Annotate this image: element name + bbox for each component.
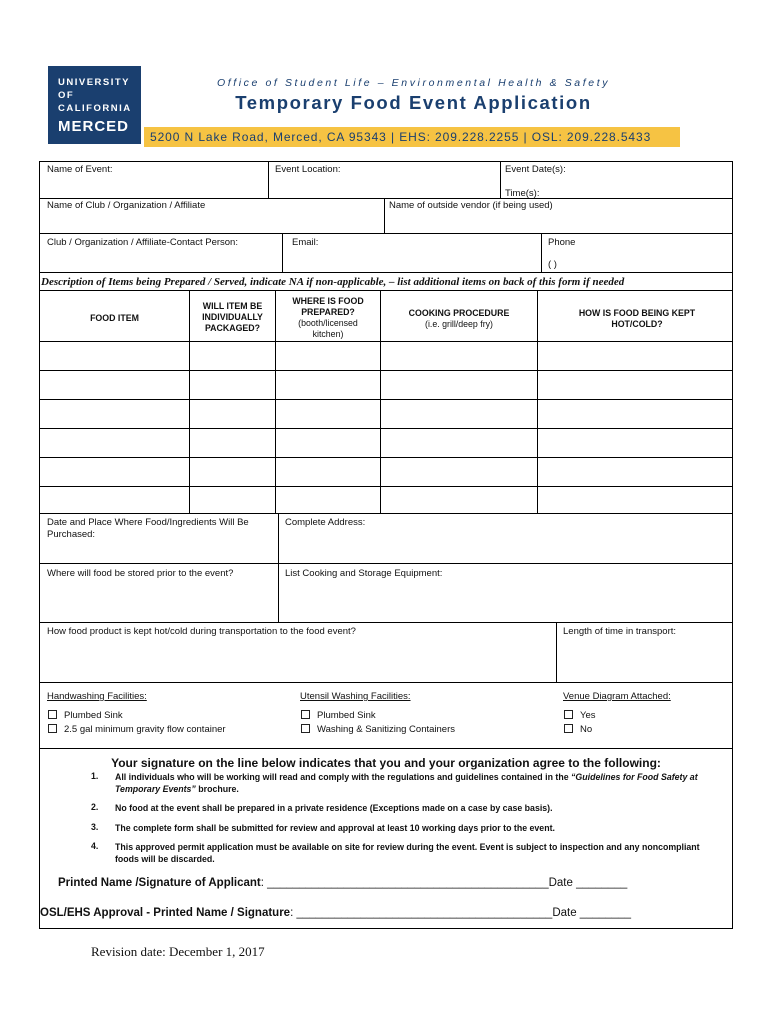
- transport-method-field[interactable]: How food product is kept hot/cold during transportation to the food event?: [47, 626, 356, 637]
- col-where-prepared: [286, 296, 370, 340]
- divider: [39, 272, 733, 273]
- brochure-title: “Guidelines for Food Safety at Temporary Events”: [115, 772, 698, 794]
- divider: [268, 161, 269, 198]
- col-cooking-procedure: [381, 308, 537, 330]
- divider: [39, 198, 733, 199]
- handwashing-label: Handwashing Facilities:: [47, 691, 147, 702]
- applicant-signature-line[interactable]: [58, 877, 627, 889]
- checkbox-box: [301, 724, 310, 733]
- rule-number: 1.: [91, 771, 99, 781]
- venue-diagram-yes-checkbox[interactable]: [564, 710, 596, 721]
- signature-date: Date ________: [548, 877, 628, 889]
- checkbox-box: [48, 724, 57, 733]
- signature-underline: : ________________________________________: [290, 907, 553, 919]
- revision-date: Revision date: December 1, 2017: [91, 944, 265, 959]
- phone-area-code: ( ): [548, 259, 557, 270]
- table-row-line: [39, 370, 733, 371]
- approval-signature-line[interactable]: [40, 907, 631, 919]
- table-row-line: [39, 513, 733, 514]
- table-row-line: [39, 457, 733, 458]
- table-col-line: [537, 290, 538, 513]
- checkbox-label: Plumbed Sink: [64, 710, 123, 721]
- rule-1-text: [115, 771, 715, 795]
- rule-2-text: No food at the event shall be prepared in a private residence (Exceptions made on a case by case basis).: [115, 803, 553, 813]
- purchase-date-place-field[interactable]: Date and Place Where Food/Ingredients Will Be Purchased:: [47, 517, 249, 540]
- rule-number: 2.: [91, 802, 99, 812]
- handwashing-plumbed-sink-checkbox[interactable]: [48, 710, 123, 721]
- uc-merced-logo: [48, 66, 141, 144]
- rule-text: brochure.: [195, 784, 239, 794]
- signature-underline: : ____________________________________________: [260, 877, 549, 889]
- divider: [500, 161, 501, 198]
- club-name-field[interactable]: Name of Club / Organization / Affiliate: [47, 200, 206, 211]
- utensil-plumbed-sink-checkbox[interactable]: [301, 710, 376, 721]
- divider: [541, 233, 542, 272]
- divider: [39, 622, 733, 623]
- divider: [556, 622, 557, 682]
- rule-4-text: This approved permit application must be available on site for review during the event. Event is subject to inspection and any noncompliant foods will be discarded.: [115, 842, 700, 864]
- table-row-line: [39, 399, 733, 400]
- handwashing-gravity-container-checkbox[interactable]: [48, 724, 226, 735]
- divider: [39, 563, 733, 564]
- equipment-list-field[interactable]: List Cooking and Storage Equipment:: [285, 568, 443, 579]
- checkbox-label: 2.5 gal minimum gravity flow container: [64, 724, 226, 735]
- page-title: Temporary Food Event Application: [235, 92, 592, 113]
- col-where-prepared-note: (booth/licensed kitchen): [298, 318, 358, 339]
- divider: [278, 513, 279, 622]
- phone-field[interactable]: Phone: [548, 237, 576, 248]
- storage-location-field[interactable]: Where will food be stored prior to the event?: [47, 568, 234, 579]
- agreement-title: Your signature on the line below indicates that you and your organization agree to the following:: [111, 756, 661, 770]
- checkbox-label: Yes: [580, 710, 596, 721]
- event-name-field[interactable]: Name of Event:: [47, 164, 113, 175]
- email-field[interactable]: Email:: [292, 237, 319, 248]
- col-individually-packaged: WILL ITEM BE INDIVIDUALLY PACKAGED?: [202, 301, 263, 333]
- logo-line-university: UNIVERSITY: [58, 77, 131, 88]
- col-hot-cold: HOW IS FOOD BEING KEPT HOT/COLD?: [578, 308, 696, 329]
- logo-line-of: OF: [58, 90, 75, 101]
- divider: [39, 233, 733, 234]
- signature-label: Printed Name /Signature of Applicant: [58, 877, 261, 889]
- complete-address-field[interactable]: Complete Address:: [285, 517, 366, 528]
- col-food-item: FOOD ITEM: [90, 313, 139, 323]
- checkbox-box: [301, 710, 310, 719]
- rule-3-text: The complete form shall be submitted for review and approval at least 10 working days prior to the event.: [115, 823, 555, 833]
- rule-number: 3.: [91, 822, 99, 832]
- vendor-name-field[interactable]: Name of outside vendor (if being used): [389, 200, 553, 211]
- items-description-heading: Description of Items being Prepared / Served, indicate NA if non-applicable, – list additional items on back of this form if needed: [41, 276, 625, 288]
- col-cooking-procedure-title: COOKING PROCEDURE: [408, 308, 510, 318]
- checkbox-box: [48, 710, 57, 719]
- logo-line-merced: MERCED: [58, 118, 130, 135]
- signature-label: OSL/EHS Approval - Printed Name / Signature: [40, 907, 291, 919]
- checkbox-box: [564, 724, 573, 733]
- event-times-field[interactable]: Time(s):: [505, 188, 540, 199]
- venue-diagram-label: Venue Diagram Attached:: [563, 691, 671, 702]
- signature-date: Date ________: [552, 907, 631, 919]
- rule-text: All individuals who will be working will read and comply with the regulations and guidelines contained in the: [115, 772, 572, 782]
- event-dates-field[interactable]: Event Date(s):: [505, 164, 566, 175]
- table-col-line: [275, 290, 276, 513]
- transport-time-field[interactable]: Length of time in transport:: [563, 626, 677, 637]
- utensil-sanitizing-containers-checkbox[interactable]: [301, 724, 455, 735]
- table-row-line: [39, 341, 733, 342]
- utensil-washing-label: Utensil Washing Facilities:: [300, 691, 411, 702]
- checkbox-label: Plumbed Sink: [317, 710, 376, 721]
- divider: [39, 682, 733, 683]
- checkbox-label: Washing & Sanitizing Containers: [317, 724, 455, 735]
- col-where-prepared-title: WHERE IS FOOD PREPARED?: [292, 296, 364, 317]
- contact-person-field[interactable]: Club / Organization / Affiliate-Contact Person:: [47, 237, 238, 248]
- divider: [39, 748, 733, 749]
- event-location-field[interactable]: Event Location:: [275, 164, 341, 175]
- rule-number: 4.: [91, 841, 99, 851]
- office-subtitle: Office of Student Life – Environmental Health & Safety: [216, 77, 611, 89]
- col-cooking-procedure-note: (i.e. grill/deep fry): [425, 319, 493, 329]
- divider: [39, 290, 733, 291]
- table-row-line: [39, 428, 733, 429]
- checkbox-label: No: [580, 724, 593, 735]
- divider: [384, 198, 385, 233]
- divider: [282, 233, 283, 272]
- contact-address-bar: 5200 N Lake Road, Merced, CA 95343 | EHS: 209.228.2255 | OSL: 209.228.5433: [144, 127, 680, 147]
- venue-diagram-no-checkbox[interactable]: [564, 724, 592, 735]
- checkbox-box: [564, 710, 573, 719]
- logo-line-california: CALIFORNIA: [58, 103, 132, 114]
- table-row-line: [39, 486, 733, 487]
